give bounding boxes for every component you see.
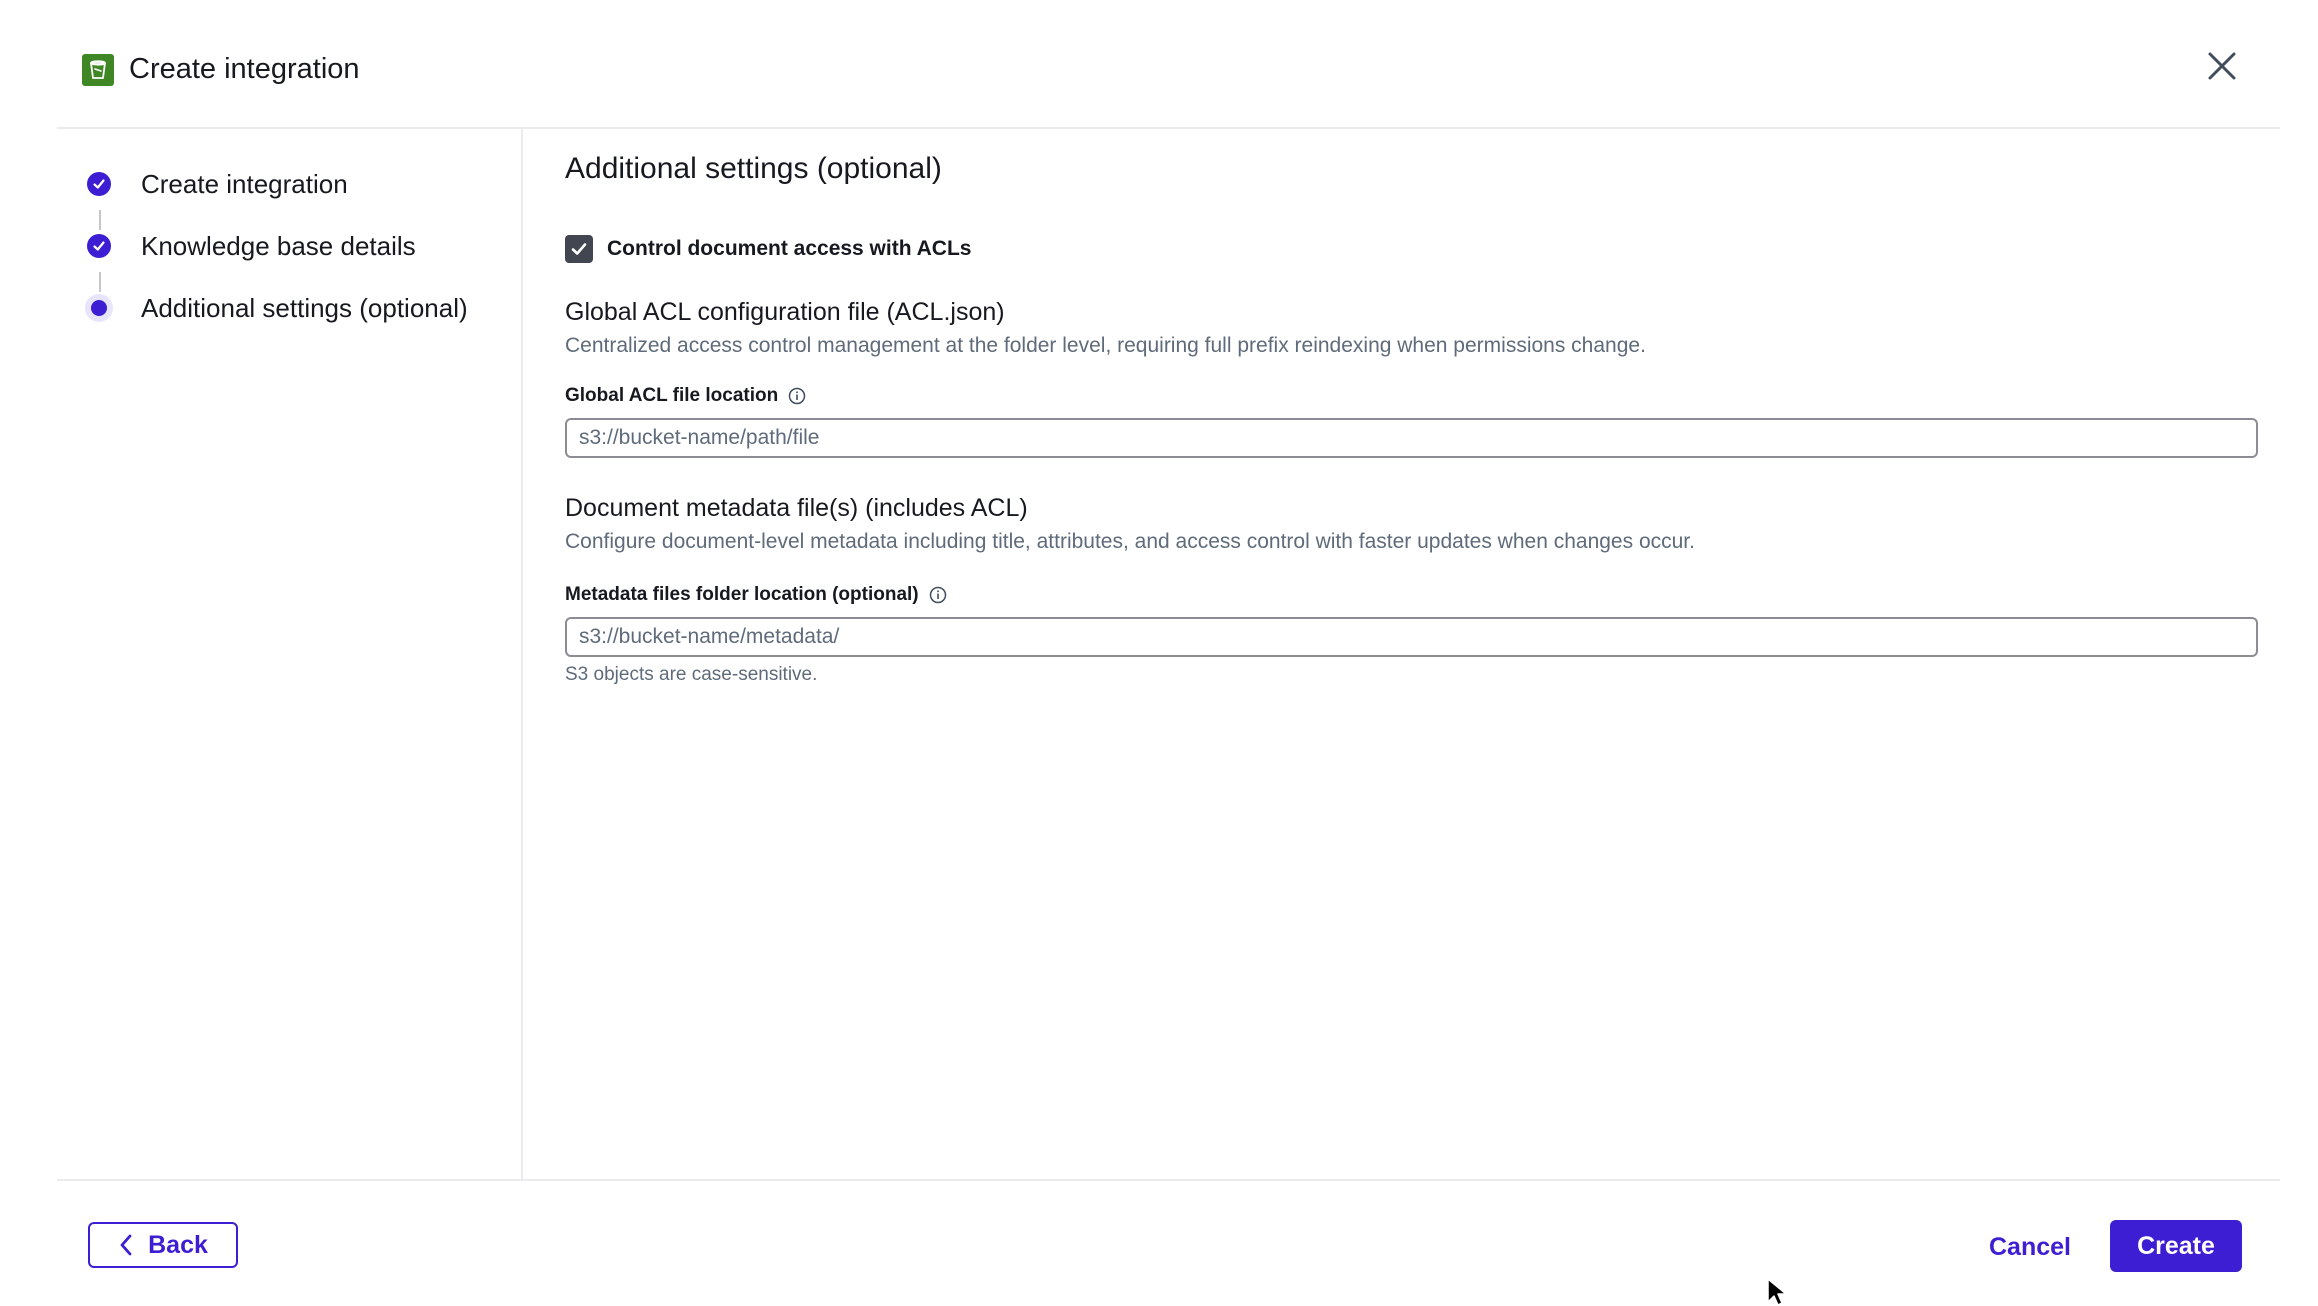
step-knowledge-base-details[interactable]	[87, 226, 416, 266]
global-acl-field-label	[565, 385, 806, 407]
metadata-heading: Document metadata file(s) (includes ACL)	[565, 494, 1028, 522]
chevron-left-icon	[118, 1233, 134, 1257]
bucket-icon	[82, 54, 114, 86]
mouse-pointer-icon	[1766, 1278, 1792, 1306]
step-label: Knowledge base details	[141, 230, 416, 261]
create-button[interactable]: Create	[2110, 1220, 2242, 1272]
step-label: Create integration	[141, 168, 348, 199]
settings-form	[523, 129, 2280, 1179]
step-current-icon	[85, 294, 113, 322]
metadata-field-label	[565, 584, 947, 606]
info-icon[interactable]	[788, 387, 806, 405]
step-additional-settings[interactable]	[87, 288, 468, 328]
field-label-text: Metadata files folder location (optional)	[565, 584, 919, 605]
checkbox-checked-icon[interactable]	[565, 235, 593, 263]
step-completed-icon	[87, 172, 111, 196]
step-completed-icon	[87, 234, 111, 258]
dialog-title: Create integration	[129, 53, 360, 85]
wizard-steps-nav	[57, 129, 522, 1179]
step-label: Additional settings (optional)	[141, 292, 468, 323]
info-icon[interactable]	[929, 586, 947, 604]
field-label-text: Global ACL file location	[565, 385, 779, 406]
metadata-description: Configure document-level metadata including title, attributes, and access control with faster updates when changes occur.	[565, 530, 1695, 553]
global-acl-description: Centralized access control management at the folder level, requiring full prefix reindexing when permissions change.	[565, 334, 1646, 357]
global-acl-heading: Global ACL configuration file (ACL.json)	[565, 298, 1005, 326]
back-button-label: Back	[148, 1230, 208, 1259]
metadata-location-input[interactable]	[565, 617, 2258, 657]
dialog-header	[0, 0, 2318, 128]
checkbox-label: Control document access with ACLs	[607, 237, 972, 260]
close-icon[interactable]	[2202, 46, 2242, 86]
step-create-integration[interactable]	[87, 164, 348, 204]
global-acl-location-input[interactable]	[565, 418, 2258, 458]
section-title: Additional settings (optional)	[565, 152, 942, 185]
metadata-constraint-text: S3 objects are case-sensitive.	[565, 664, 818, 685]
acl-checkbox[interactable]	[565, 235, 971, 263]
footer-divider	[57, 1179, 2280, 1181]
cancel-button[interactable]: Cancel	[1989, 1232, 2071, 1261]
back-button[interactable]	[88, 1222, 238, 1268]
